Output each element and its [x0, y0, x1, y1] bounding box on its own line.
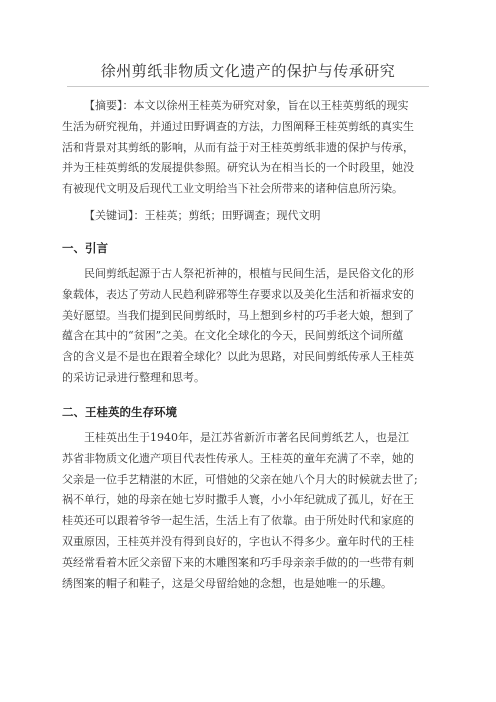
paper-title: 徐州剪纸非物质文化遗产的保护与传承研究	[100, 62, 396, 80]
section-heading-environment: 二、王桂英的生存环境	[62, 405, 177, 419]
intro-line: 蕴含在其中的“贫困”之美。在文化全球化的今天，民间剪纸这个词所蕴	[62, 329, 404, 343]
abstract-line: 活和背景对其剪纸的影响，从而有益于对王桂英剪纸非遗的保护与传承，	[62, 140, 414, 154]
environment-line: 苏省非物质文化遗产项目代表性传承人。王桂英的童年充满了不幸，她的	[62, 451, 414, 465]
intro-line: 含的含义是不是也在跟着全球化？以此为思路，对民间剪纸传承人王桂英	[62, 350, 414, 364]
abstract-line: 【摘要】：本文以徐州王桂英为研究对象，旨在以王桂英剪纸的现实	[84, 99, 409, 112]
abstract-line: 生活为研究视角，并通过田野调查的方法，力图阐释王桂英剪纸的真实生	[62, 119, 414, 133]
keywords-paragraph	[62, 206, 438, 227]
abstract-line: 并为王桂英剪纸的发展提供参照。研究认为在相当长的一个时段里，她没	[62, 161, 414, 175]
environment-line: 祸不单行，她的母亲在她七岁时撒手人寰，小小年纪就成了孤儿，好在王	[62, 493, 414, 507]
intro-line: 象载体，表达了劳动人民趋利辟邪等生存要求以及美化生活和祈福求安的	[62, 287, 414, 301]
environment-line: 桂英还可以跟着爷爷一起生活，生活上有了依靠。由于所处时代和家庭的	[62, 514, 414, 528]
intro-line: 民间剪纸起源于古人祭祀祈神的，根植与民间生活，是民俗文化的形	[84, 267, 414, 280]
environment-line: 父亲是一位手艺精湛的木匠，可惜她的父亲在她八个月大的时候就去世了;	[62, 472, 418, 486]
abstract-paragraph	[62, 96, 438, 200]
intro-line: 的采访记录进行整理和思考。	[62, 370, 205, 384]
abstract-line: 有被现代文明及后现代工业文明给当下社会所带来的诸种信息所污染。	[62, 182, 403, 196]
intro-line: 美好愿望。当我们提到民间剪纸时，马上想到乡村的巧手老大娘，想到了	[62, 308, 414, 322]
keywords-line: 【关键词】：王桂英；剪纸；田野调查；现代文明	[84, 209, 321, 222]
intro-paragraph	[62, 264, 438, 389]
environment-paragraph	[62, 428, 438, 594]
environment-line: 英经常看着木匠父亲留下来的木雕图案和巧手母亲亲手做的的一些带有刺	[62, 555, 414, 569]
environment-line: 绣图案的帽子和鞋子，这是父母留给她的念想，也是她唯一的乐趣。	[62, 576, 392, 590]
section-heading-intro: 一、引言	[62, 241, 108, 255]
environment-line: 王桂英出生于1940年，是江苏省新沂市著名民间剪纸艺人，也是江	[84, 431, 409, 444]
environment-line: 双重原因，王桂英并没有得到良好的，字也认不得多少。童年时代的王桂	[62, 534, 414, 548]
title-divider	[67, 86, 429, 87]
